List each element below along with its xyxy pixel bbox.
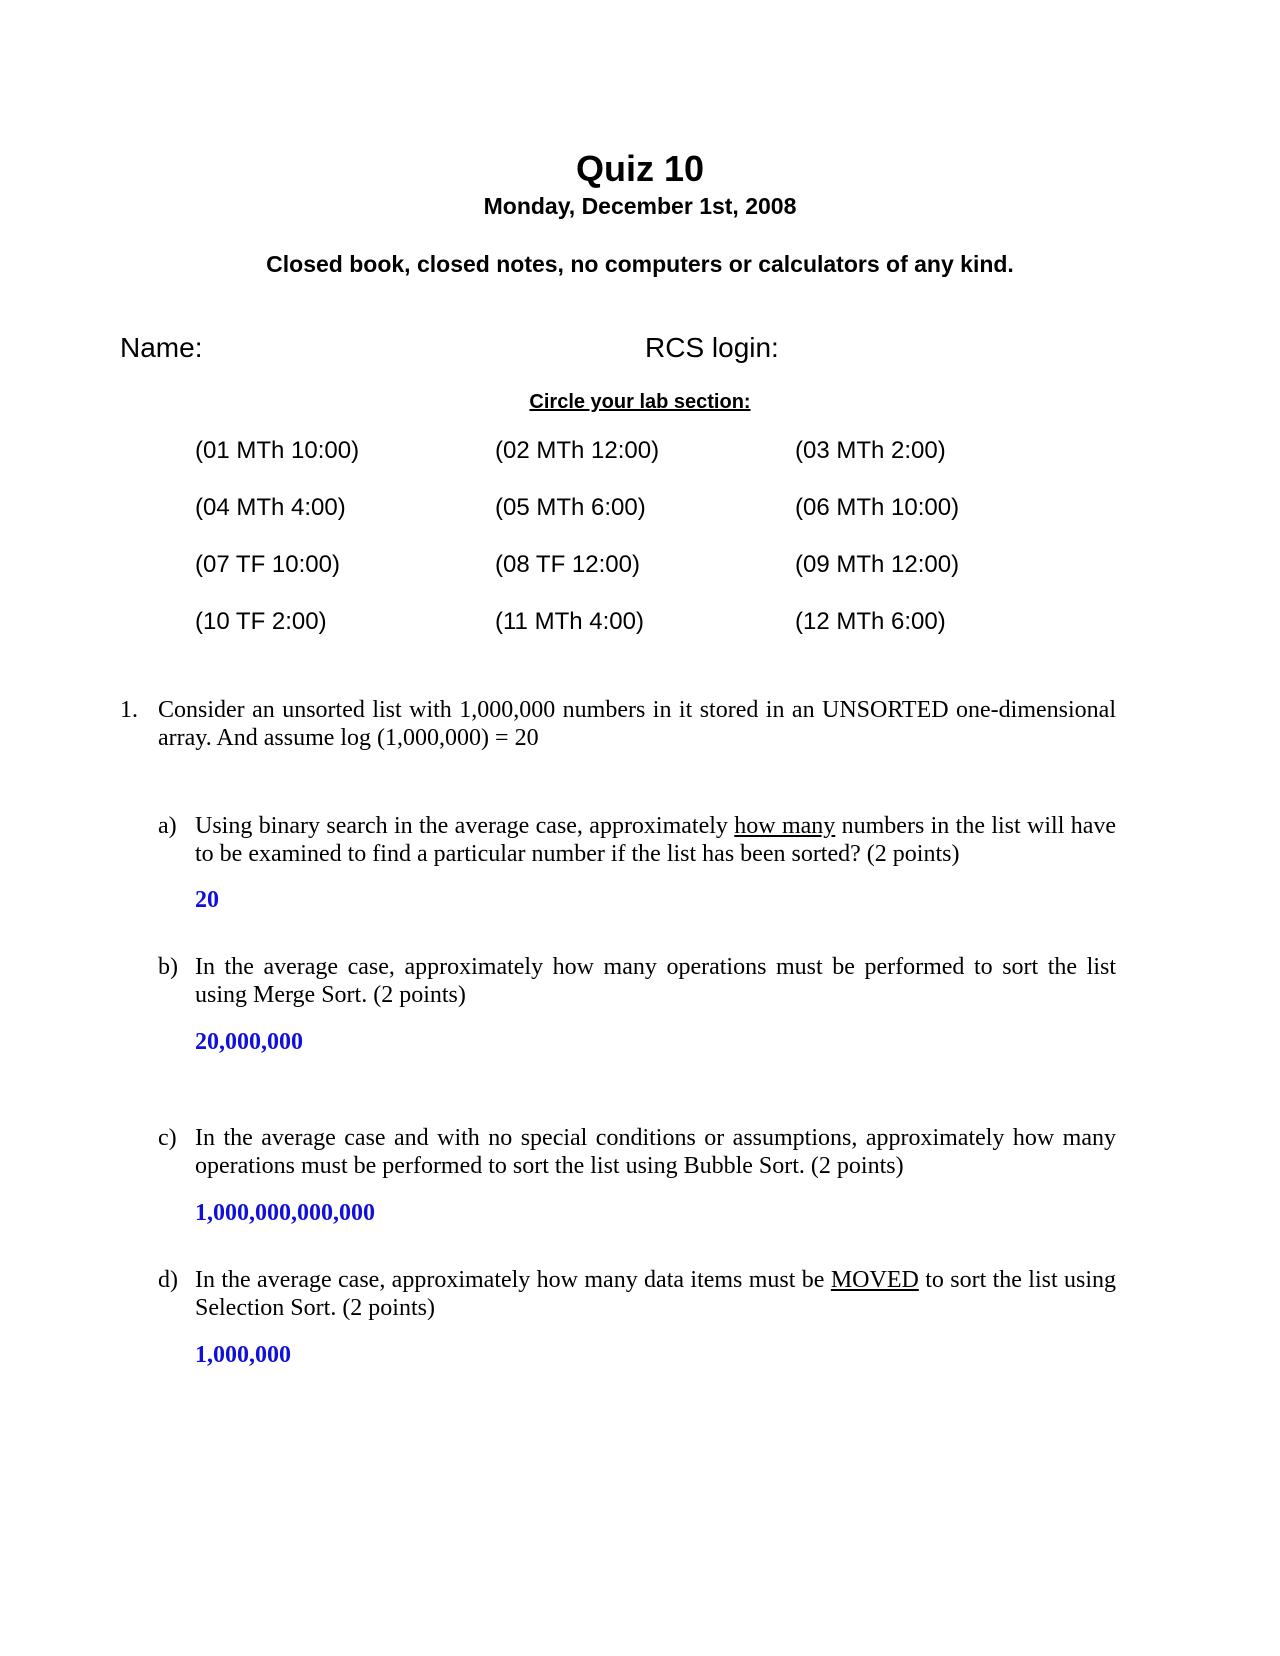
question-part-c bbox=[158, 1124, 1116, 1180]
part-text: In the average case, approximately how many operations must be performed to sort the list using Merge Sort. (2 points) bbox=[195, 954, 1116, 1008]
lab-section-option: (04 MTh 4:00) bbox=[195, 494, 346, 521]
part-text: In the average case, approximately how many data items must be MOVED to sort the list using Selection Sort. (2 points) bbox=[195, 1267, 1117, 1321]
lab-section-option: (01 MTh 10:00) bbox=[195, 437, 360, 464]
lab-section-option: (05 MTh 6:00) bbox=[495, 494, 646, 521]
answer-a: 20 bbox=[195, 887, 219, 913]
rcs-login-field-label: RCS login: bbox=[645, 332, 779, 363]
part-letter: b) bbox=[158, 954, 178, 980]
answer-d: 1,000,000 bbox=[195, 1342, 291, 1368]
question-number: 1. bbox=[120, 697, 138, 723]
question-part-a bbox=[158, 812, 1116, 868]
part-letter: c) bbox=[158, 1125, 177, 1151]
page-title: Quiz 10 bbox=[575, 148, 705, 189]
name-field-label: Name: bbox=[120, 332, 203, 363]
lab-section-option: (12 MTh 6:00) bbox=[795, 608, 946, 635]
part-text: Using binary search in the average case, approximately how many numbers in the list will have to be examined to find a particular number if the list has been sorted? (2 points) bbox=[195, 813, 1117, 867]
lab-section-option: (02 MTh 12:00) bbox=[495, 437, 660, 464]
emphasis-underline: MOVED bbox=[830, 1267, 919, 1293]
quiz-rules: Closed book, closed notes, no computers or calculators of any kind. bbox=[266, 251, 1014, 277]
lab-section-options bbox=[195, 438, 1015, 635]
answer-b: 20,000,000 bbox=[195, 1029, 303, 1055]
emphasis-underline: how many bbox=[734, 813, 836, 839]
lab-section-option: (08 TF 12:00) bbox=[495, 551, 640, 578]
question-text: Consider an unsorted list with 1,000,000 numbers in it stored in an UNSORTED one-dimensional array. And assume log (1,000,000) = 20 bbox=[158, 697, 1116, 751]
question-part-b bbox=[158, 953, 1116, 1009]
lab-section-option: (03 MTh 2:00) bbox=[795, 437, 946, 464]
lab-section-option: (09 MTh 12:00) bbox=[795, 551, 960, 578]
lab-section-option: (07 TF 10:00) bbox=[195, 551, 340, 578]
lab-section-option: (06 MTh 10:00) bbox=[795, 494, 960, 521]
question-1 bbox=[120, 696, 1116, 752]
part-text: In the average case and with no special conditions or assumptions, approximately how many operations must be performed to sort the list using Bubble Sort. (2 points) bbox=[195, 1125, 1116, 1179]
part-letter: a) bbox=[158, 813, 177, 839]
answer-c: 1,000,000,000,000 bbox=[195, 1200, 375, 1226]
lab-section-label: Circle your lab section: bbox=[529, 391, 751, 413]
part-letter: d) bbox=[158, 1267, 178, 1293]
lab-section-option: (10 TF 2:00) bbox=[195, 608, 327, 635]
quiz-date: Monday, December 1st, 2008 bbox=[483, 193, 797, 219]
question-part-d bbox=[158, 1266, 1116, 1322]
lab-section-option: (11 MTh 4:00) bbox=[495, 608, 644, 635]
